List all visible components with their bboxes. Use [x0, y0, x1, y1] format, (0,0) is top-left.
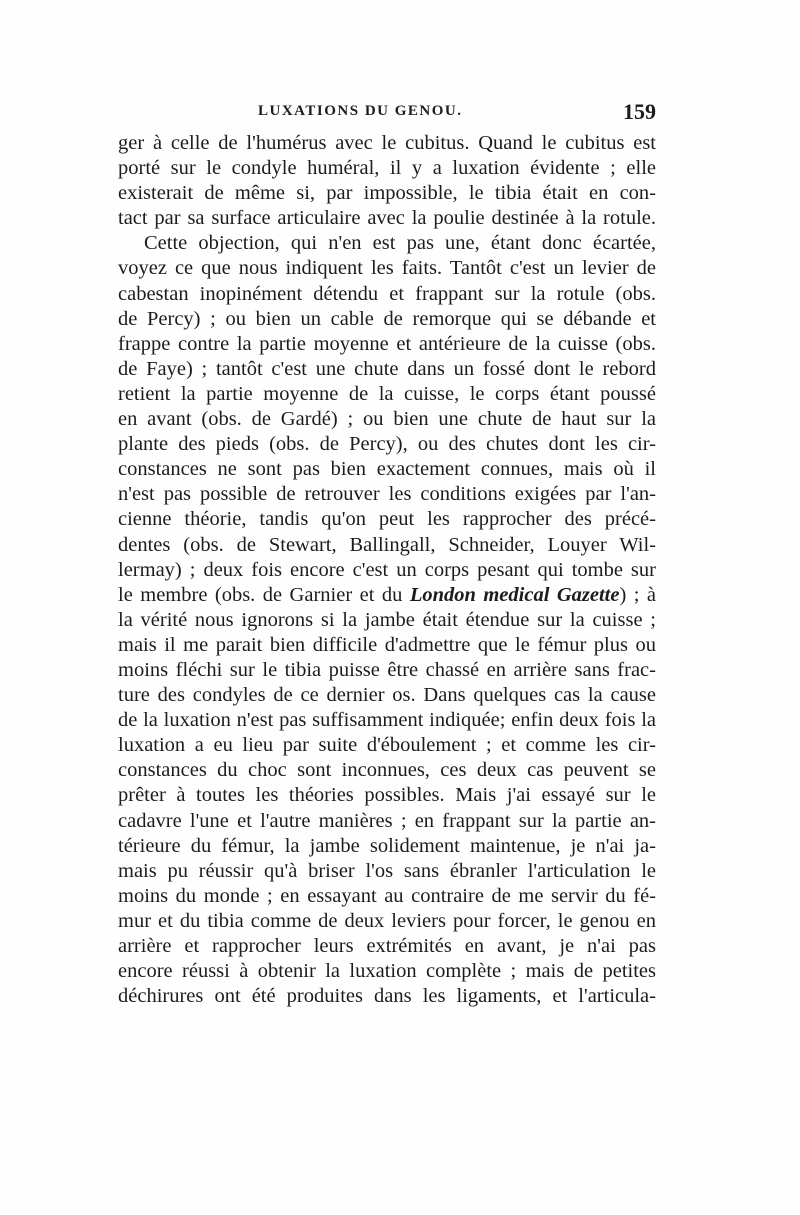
text-line: de Faye) ; tantôt c'est une chute dans un fossé dont le rebord: [118, 357, 656, 380]
text-line: Cette objection, qui n'en est pas une, étant donc écartée,: [144, 232, 656, 255]
gazette-before: le membre (obs. de Garnier et du: [118, 583, 410, 606]
text-line: la vérité nous ignorons si la jambe était étendue sur la cuisse ;: [118, 608, 656, 631]
text-line: dentes (obs. de Stewart, Ballingall, Schneider, Louyer Wil-: [118, 533, 656, 556]
text-line: arrière et rapprocher leurs extrémités en avant, je n'ai pas: [118, 935, 656, 957]
text-line: plante des pieds (obs. de Percy), ou des chutes dont les cir-: [118, 433, 656, 456]
journal-title: London medical Gazette: [409, 583, 620, 606]
text-line: tact par sa surface articulaire avec la poulie destinée à la rotule.: [118, 207, 656, 230]
text-line: térieure du fémur, la jambe solidement maintenue, je n'ai ja-: [118, 834, 656, 857]
gazette-after: ) ; à: [619, 583, 656, 606]
text-line: ger à celle de l'humérus avec le cubitus. Quand le cubitus est: [118, 132, 656, 154]
text-line: constances ne sont pas bien exactement connues, mais où il: [118, 458, 656, 481]
text-line: cabestan inopinément détendu et frappant sur la rotule (obs.: [118, 282, 656, 305]
page-number: 159: [623, 99, 656, 124]
text-line: luxation a eu lieu par suite d'éboulement ; et comme les cir-: [118, 734, 656, 757]
text-line-gazette: [118, 583, 656, 608]
text-line: voyez ce que nous indiquent les faits. Tantôt c'est un levier de: [118, 257, 656, 280]
text-line: moins du monde ; en essayant au contraire de me servir du fé-: [118, 884, 656, 907]
text-line: n'est pas possible de retrouver les conditions exigées par l'an-: [118, 483, 656, 506]
text-line: en avant (obs. de Gardé) ; ou bien une chute de haut sur la: [118, 408, 656, 431]
text-line: déchirures ont été produites dans les ligaments, et l'articula-: [118, 985, 656, 1008]
text-line: frappe contre la partie moyenne et antérieure de la cuisse (obs.: [118, 332, 656, 355]
text-line: mais il me parait bien difficile d'admettre que le fémur plus ou: [118, 633, 656, 656]
text-line: de Percy) ; ou bien un cable de remorque qui se débande et: [118, 307, 656, 330]
text-line: constances du choc sont inconnues, ces deux cas peuvent se: [118, 759, 656, 782]
text-line: lermay) ; deux fois encore c'est un corps pesant qui tombe sur: [118, 558, 656, 581]
running-title: LUXATIONS DU GENOU.: [258, 103, 463, 119]
text-line: existerait de même si, par impossible, le tibia était en con-: [118, 182, 656, 205]
text-line: prêter à toutes les théories possibles. Mais j'ai essayé sur le: [118, 784, 656, 807]
text-line: ture des condyles de ce dernier os. Dans quelques cas la cause: [118, 684, 656, 707]
text-line: cienne théorie, tandis qu'on peut les rapprocher des précé-: [118, 508, 656, 531]
text-line: mais pu réussir qu'à briser l'os sans ébranler l'articulation le: [118, 859, 656, 882]
body-text: [118, 131, 656, 1009]
text-line: de la luxation n'est pas suffisamment indiquée; enfin deux fois la: [118, 709, 656, 732]
text-line: retient la partie moyenne de la cuisse, le corps étant poussé: [118, 382, 656, 405]
text-line: mur et du tibia comme de deux leviers pour forcer, le genou en: [118, 909, 656, 932]
running-head: [118, 99, 656, 129]
text-line: encore réussi à obtenir la luxation complète ; mais de petites: [118, 960, 656, 983]
text-line: porté sur le condyle huméral, il y a luxation évidente ; elle: [118, 157, 656, 180]
text-line: moins fléchi sur le tibia puisse être chassé en arrière sans frac-: [118, 658, 656, 681]
text-line: cadavre l'une et l'autre manières ; en frappant sur la partie an-: [118, 809, 656, 832]
